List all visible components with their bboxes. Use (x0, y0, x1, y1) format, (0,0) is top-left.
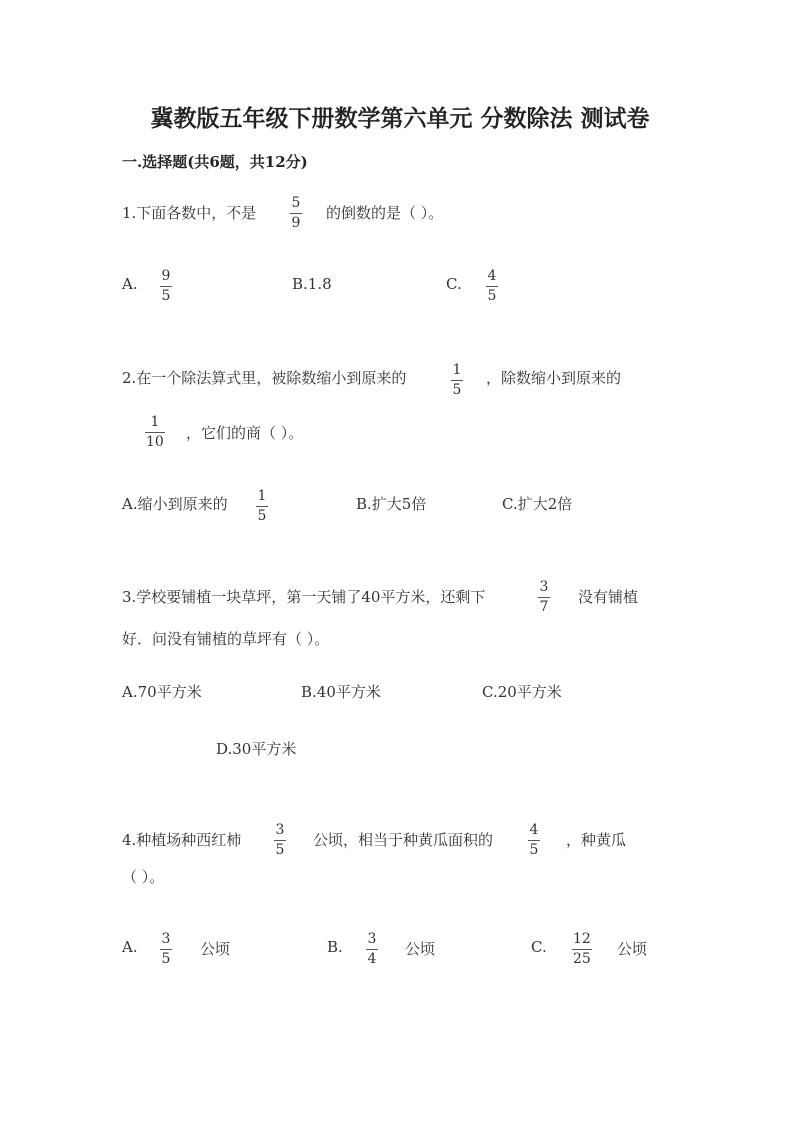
q4-option-c-label[interactable]: C. (531, 938, 547, 956)
q3-option-a[interactable]: A.70平方米 (122, 683, 202, 701)
q1-prefix: 1.下面各数中，不是 (122, 204, 257, 222)
q4-option-a-label[interactable]: A. (122, 938, 138, 956)
q3-prefix: 3.学校要铺植一块草坪，第一天铺了40平方米，还剩下 (122, 588, 486, 606)
q4-suffix: ，种黄瓜 (566, 831, 627, 849)
q4-option-a-fraction[interactable]: 3 5 (161, 931, 171, 967)
q2-fraction-2: 1 10 (146, 414, 164, 450)
section-heading: 一.选择题(共6题，共12分) (122, 153, 308, 171)
q4-line2: （ ）。 (122, 868, 165, 886)
q4-fraction-2: 4 5 (529, 822, 539, 858)
q2-prefix: 2.在一个除法算式里，被除数缩小到原来的 (122, 369, 407, 387)
q3-option-b[interactable]: B.40平方米 (301, 683, 381, 701)
q3-line2: 好．问没有铺植的草坪有（ ）。 (122, 630, 330, 648)
q4-option-a-unit: 公顷 (200, 940, 231, 958)
q4-option-b-label[interactable]: B. (327, 938, 343, 956)
q1-suffix: 的倒数的是（ ）。 (326, 204, 444, 222)
q2-option-c[interactable]: C.扩大2倍 (502, 495, 573, 513)
q3-option-d[interactable]: D.30平方米 (216, 740, 297, 758)
q1-option-c-label[interactable]: C. (446, 275, 462, 293)
q4-option-c-fraction[interactable]: 12 25 (573, 931, 591, 967)
q4-fraction-1: 3 5 (275, 822, 285, 858)
q3-suffix: 没有铺植 (578, 588, 639, 606)
q1-option-a-fraction[interactable]: 9 5 (161, 268, 171, 304)
q1-option-b[interactable]: B.1.8 (292, 275, 332, 293)
q3-fraction: 3 7 (539, 579, 549, 615)
q4-option-c-unit: 公顷 (617, 940, 648, 958)
q2-mid: ，除数缩小到原来的 (486, 369, 622, 387)
q2-fraction-1: 1 5 (452, 362, 462, 398)
q4-option-b-unit: 公顷 (405, 940, 436, 958)
q1-fraction: 5 9 (291, 195, 301, 231)
q3-option-c[interactable]: C.20平方米 (482, 683, 562, 701)
q2-option-a-fraction[interactable]: 1 5 (257, 488, 267, 524)
q2-option-b[interactable]: B.扩大5倍 (356, 495, 427, 513)
q4-option-b-fraction[interactable]: 3 4 (367, 931, 377, 967)
q2-suffix: ，它们的商（ ）。 (186, 424, 304, 442)
q4-prefix: 4.种植场种西红柿 (122, 831, 242, 849)
q1-option-c-fraction[interactable]: 4 5 (487, 268, 497, 304)
q4-mid: 公顷，相当于种黄瓜面积的 (313, 831, 494, 849)
q2-option-a-label[interactable]: A.缩小到原来的 (122, 495, 228, 513)
q1-option-a-label[interactable]: A. (122, 275, 138, 293)
page-title: 冀教版五年级下册数学第六单元 分数除法 测试卷 (150, 105, 650, 132)
